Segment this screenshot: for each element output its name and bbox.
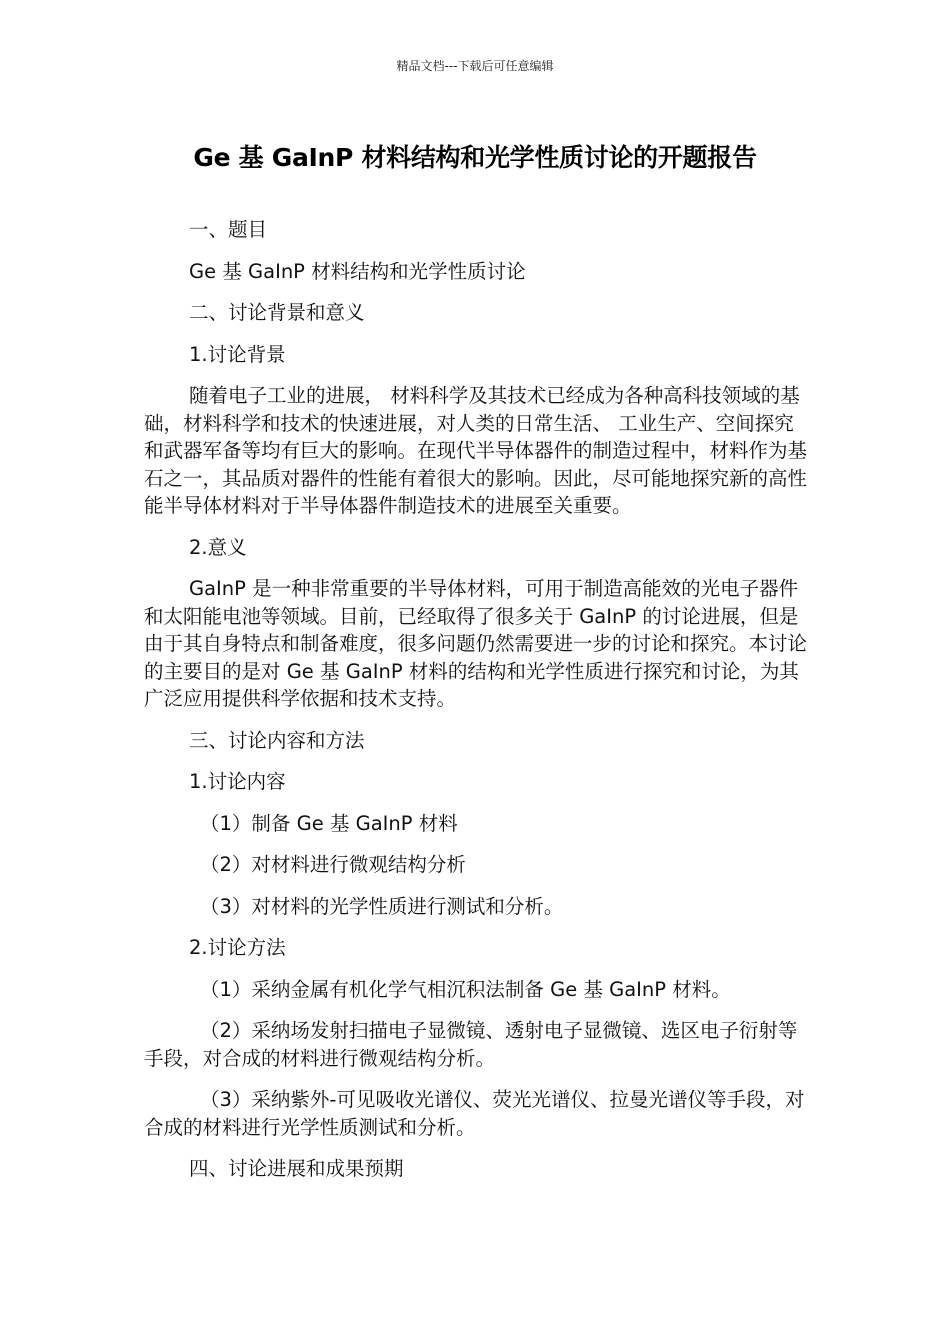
content-item-3: （3）对材料的光学性质进行测试和分析。 (200, 894, 564, 918)
method-item-3: （3）采纳紫外-可见吸收光谱仪、荧光光谱仪、拉曼光谱仪等手段，对合成的材料进行光学性质测试和分析。 (144, 1088, 805, 1139)
document-body (144, 216, 812, 1197)
method-item-2: （2）采纳场发射扫描电子显微镜、透射电子显微镜、选区电子衍射等手段，对合成的材料进行微观结构分析。 (144, 1019, 798, 1070)
section-heading-background: 二、讨论背景和意义 (189, 301, 365, 324)
document-title: Ge 基 GaInP 材料结构和光学性质讨论的开题报告 (193, 143, 757, 172)
method-item-1: （1）采纳金属有机化学气相沉积法制备 Ge 基 GaInP 材料。 (200, 977, 731, 1001)
page-header-note: 精品文档---下载后可任意编辑 (396, 59, 554, 73)
content-item-1: （1）制备 Ge 基 GaInP 材料 (200, 811, 458, 835)
background-paragraph: 随着电子工业的进展， 材料科学及其技术已经成为各种高科技领域的基础，材料科学和技术的快速进展，对人类的日常生活、 工业生产、空间探究和武器军备等均有巨大的影响。在现代半导体器件的制造过程中，材料作为基石之一，其品质对器件的性能有着很大的影响。因此，尽可能地探究新的高性能半导体材料对于半导体器件制造技术的进展至关重要。 (144, 384, 808, 517)
subheading-methods: 2.讨论方法 (189, 936, 286, 959)
content-item-2: （2）对材料进行微观结构分析 (200, 853, 466, 876)
significance-paragraph: GaInP 是一种非常重要的半导体材料，可用于制造高能效的光电子器件和太阳能电池等领域。目前，已经取得了很多关于 GaInP 的讨论进展，但是由于其自身特点和制备难度，很多问题仍然需要进一步的讨论和探究。本讨论的主要目的是对 Ge 基 GaInP 材料的结构和光学性质进行探究和讨论，为其广泛应用提供科学依据和技术支持。 (144, 577, 808, 710)
section-heading-progress: 四、讨论进展和成果预期 (189, 1157, 404, 1180)
section-heading-methods: 三、讨论内容和方法 (189, 728, 365, 752)
topic-text: Ge 基 GaInP 材料结构和光学性质讨论 (189, 259, 526, 283)
section-heading-topic: 一、题目 (189, 218, 268, 241)
subheading-background: 1.讨论背景 (189, 342, 286, 366)
subheading-significance: 2.意义 (189, 535, 247, 559)
subheading-content: 1.讨论内容 (189, 770, 286, 793)
